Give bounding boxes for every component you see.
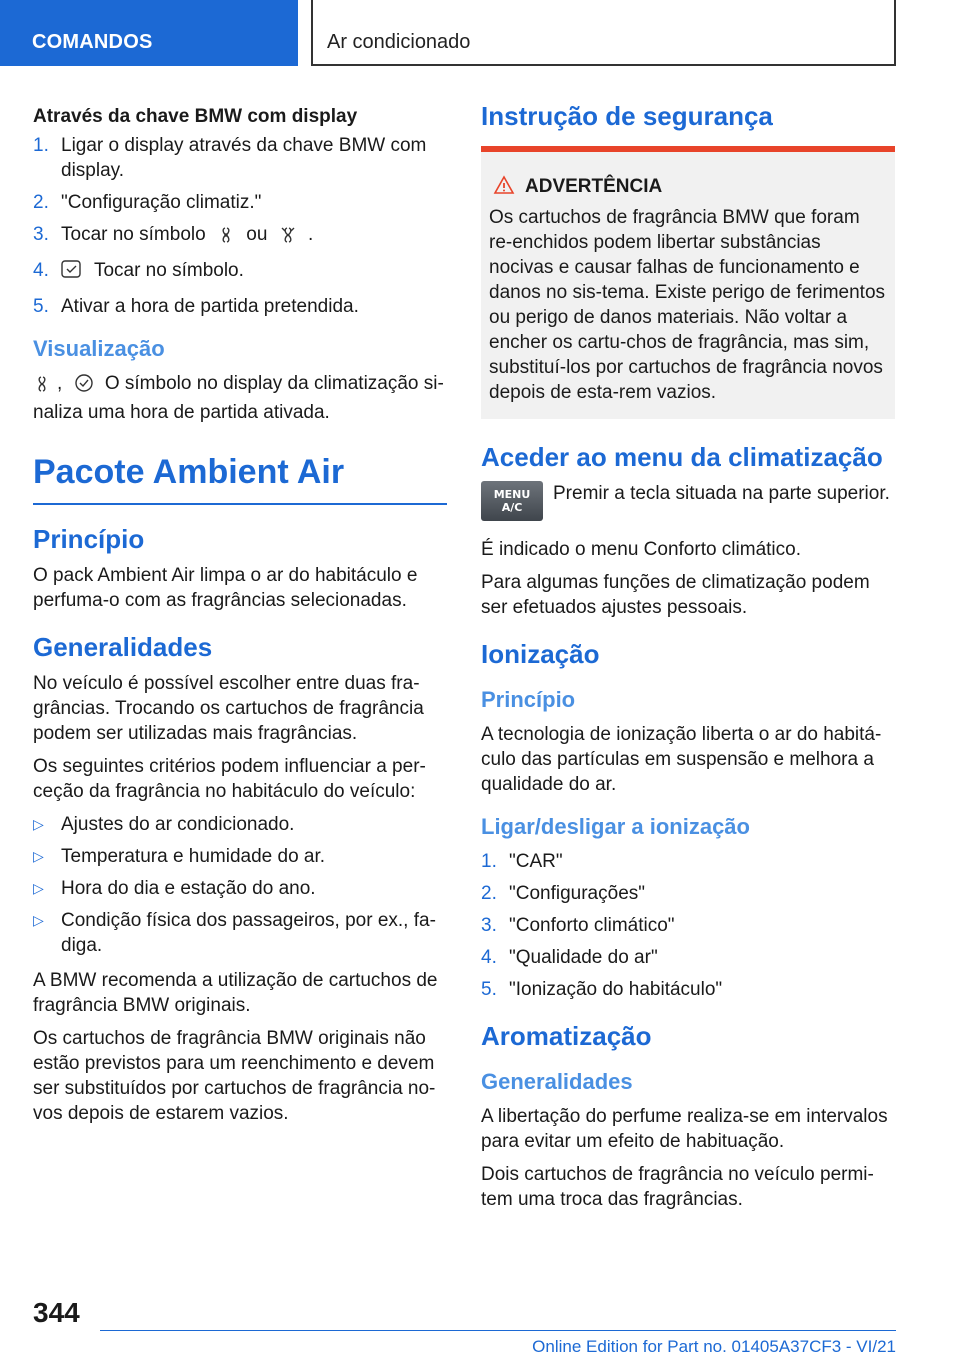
visualization-description: O símbolo no display da climatização si-naliza uma hora de partida ativada.: [33, 373, 444, 423]
aromatization-heading: Aromatização: [481, 1021, 652, 1051]
step-text: Ativar a hora de partida pretendida.: [61, 296, 359, 317]
list-item: [33, 258, 447, 287]
list-item: [33, 844, 447, 869]
heating-fan-icon: [279, 226, 297, 251]
page-header: [0, 0, 960, 66]
step-number: 1.: [33, 135, 49, 156]
list-item: [481, 913, 895, 938]
step-number: 3.: [481, 915, 497, 936]
list-item: [33, 133, 447, 183]
ventilation-fan-icon: [33, 375, 51, 400]
ionization-heading: Ionização: [481, 639, 600, 669]
menu-ac-button[interactable]: [481, 481, 543, 521]
departure-time-icon: [61, 260, 83, 287]
step-number: 1.: [481, 851, 497, 872]
step-text: "Conforto climático": [509, 915, 675, 936]
list-item: [33, 812, 447, 837]
bullet-text: Condição física dos passageiros, por ex., fa-diga.: [61, 910, 436, 956]
list-item: [481, 945, 895, 970]
ionization-principle-heading: Princípio: [481, 687, 576, 712]
warning-text: Os cartuchos de fragrância BMW que foram re-enchidos podem libertar substâncias nocivas e causar falhas de funcionamento e danos no sis-tema. Existe perigo de ferimentos ou perigo de danos materiais. Não voltar a encher os cartu-chos de fragrância, mas sim, substituí-los por cartuchos de fragrância novos depois de esta-rem vazios.: [489, 207, 886, 403]
chapter-tab: [311, 0, 896, 66]
bullet-triangle-icon: ▷: [33, 848, 44, 864]
step-text-mid: ou: [246, 224, 268, 245]
general-paragraph-4: Os cartuchos de fragrância BMW originais não estão previstos para um reenchimento e devem ser substituídos por cartuchos de fragrância no-vos depois de estarem vazios.: [33, 1028, 436, 1124]
list-item: [33, 908, 447, 958]
clock-check-icon: [74, 373, 94, 400]
list-item: [33, 190, 447, 215]
step-text: Ligar o display através da chave BMW com display.: [61, 135, 427, 181]
step-number: 4.: [481, 947, 497, 968]
list-item: [481, 977, 895, 1002]
bullet-text: Ajustes do ar condicionado.: [61, 814, 295, 835]
visualization-separator: ,: [57, 373, 63, 394]
step-text: "Configuração climatiz.": [61, 192, 262, 213]
bullet-text: Hora do dia e estação do ano.: [61, 878, 316, 899]
step-text: "Ionização do habitáculo": [509, 979, 723, 1000]
step-text: "Qualidade do ar": [509, 947, 658, 968]
warning-box: [481, 146, 895, 419]
left-column: [33, 100, 447, 1134]
key-display-steps: [33, 133, 447, 319]
warning-title: ADVERTÊNCIA: [525, 176, 663, 197]
ionization-steps: [481, 849, 895, 1002]
step-number: 5.: [33, 296, 49, 317]
key-display-heading: Através da chave BMW com display: [33, 106, 358, 127]
warning-triangle-icon: [489, 176, 525, 197]
step-number: 2.: [33, 192, 49, 213]
bullet-triangle-icon: ▷: [33, 912, 44, 928]
list-item: [33, 222, 447, 251]
list-item: [33, 294, 447, 319]
step-text-after: .: [307, 224, 314, 245]
general-paragraph-1: No veículo é possível escolher entre duas fra-grâncias. Trocando os cartuchos de fragrância podem ser utilizadas mais fragrâncias.: [33, 673, 424, 744]
step-text-before: Tocar no símbolo: [61, 224, 206, 245]
edition-note: Online Edition for Part no. 01405A37CF3 - VI/21: [532, 1337, 896, 1356]
footer-divider: [100, 1330, 896, 1331]
menu-key-row: [481, 481, 895, 525]
list-item: [481, 881, 895, 906]
menu-paragraph-1: É indicado o menu Conforto climático.: [481, 539, 801, 560]
bullet-text: Temperatura e humidade do ar.: [61, 846, 326, 867]
general-paragraph-2: Os seguintes critérios podem influenciar a per-ceção da fragrância no habitáculo do veículo:: [33, 756, 426, 802]
menu-heading: Aceder ao menu da climatização: [481, 442, 883, 472]
list-item: [481, 849, 895, 874]
menu-key-label: MENU: [493, 488, 531, 501]
bullet-triangle-icon: ▷: [33, 816, 44, 832]
ventilation-fan-icon: [217, 226, 235, 251]
page-number: 344: [33, 1297, 80, 1328]
step-number: 3.: [33, 224, 49, 245]
section-tab[interactable]: [0, 0, 298, 66]
aromatization-general-heading: Generalidades: [481, 1069, 633, 1094]
menu-key-instruction: Premir a tecla situada na parte superior.: [553, 483, 890, 504]
aromatization-paragraph-2: Dois cartuchos de fragrância no veículo permi-tem uma troca das fragrâncias.: [481, 1164, 874, 1210]
ionization-toggle-heading: Ligar/desligar a ionização: [481, 814, 750, 839]
menu-paragraph-2: Para algumas funções de climatização podem ser efetuados ajustes pessoais.: [481, 572, 870, 618]
ionization-principle-text: A tecnologia de ionização liberta o ar do habitá-culo das partículas em suspensão e melhora a qualidade do ar.: [481, 724, 882, 795]
principle-heading: Princípio: [33, 524, 145, 554]
step-text: Tocar no símbolo.: [93, 260, 244, 281]
list-item: [33, 876, 447, 901]
chapter-title: Ar condicionado: [327, 31, 471, 53]
right-column: [481, 100, 895, 1220]
warning-title-row: [489, 174, 887, 199]
visualization-heading: Visualização: [33, 336, 165, 361]
visualization-text: [33, 371, 447, 425]
general-paragraph-3: A BMW recomenda a utilização de cartuchos de fragrância BMW originais.: [33, 970, 438, 1016]
safety-heading: Instrução de segurança: [481, 101, 773, 131]
aromatization-paragraph-1: A libertação do perfume realiza-se em intervalos para evitar um efeito de habituação.: [481, 1106, 888, 1152]
ambient-air-heading: Pacote Ambient Air: [33, 451, 447, 505]
step-number: 2.: [481, 883, 497, 904]
general-heading: Generalidades: [33, 632, 213, 662]
bullet-triangle-icon: ▷: [33, 880, 44, 896]
step-number: 4.: [33, 260, 49, 281]
step-text: "Configurações": [509, 883, 646, 904]
menu-key-sublabel: A/C: [501, 501, 523, 514]
fragrance-criteria-list: [33, 812, 447, 958]
principle-text: O pack Ambient Air limpa o ar do habitáculo e perfuma-o com as fragrâncias selecionadas.: [33, 565, 418, 611]
step-text: "CAR": [509, 851, 563, 872]
step-number: 5.: [481, 979, 497, 1000]
section-label: COMANDOS: [32, 31, 153, 53]
